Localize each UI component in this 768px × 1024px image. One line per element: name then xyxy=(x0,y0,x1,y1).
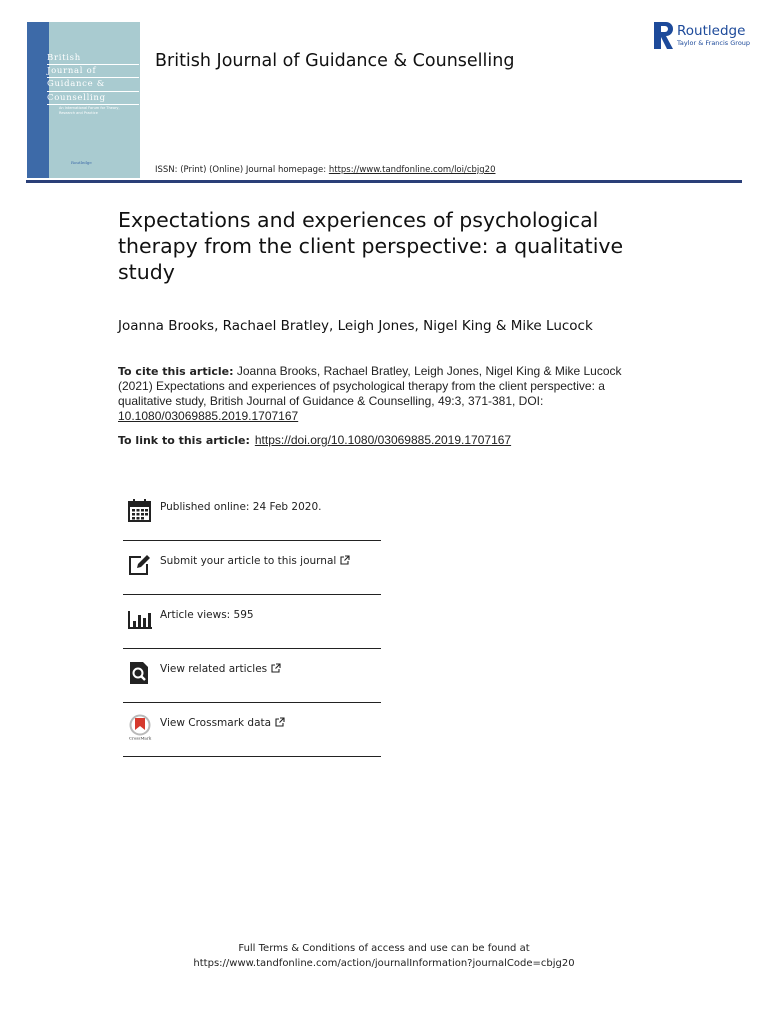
article-views-text: Article views: 595 xyxy=(160,609,254,621)
journal-cover-image xyxy=(27,22,140,178)
cover-title-line: Journal of xyxy=(47,65,139,78)
related-articles-link[interactable] xyxy=(160,663,281,675)
footer-line-1: Full Terms & Conditions of access and use can be found at xyxy=(238,943,530,954)
crossmark-text: View Crossmark data xyxy=(160,717,272,729)
journal-homepage-link[interactable]: https://www.tandfonline.com/loi/cbjg20 xyxy=(328,165,496,175)
crossmark-link[interactable] xyxy=(160,717,285,729)
issn-label: ISSN: (Print) (Online) Journal homepage: xyxy=(155,165,329,175)
related-articles-text: View related articles xyxy=(160,663,268,675)
header-rule xyxy=(26,180,742,183)
cover-title-line: Guidance & xyxy=(47,78,139,91)
cover-title-line: British xyxy=(47,52,139,65)
cite-label: To cite this article: xyxy=(118,365,234,378)
article-link-line xyxy=(118,433,511,447)
edit-icon xyxy=(127,552,153,578)
cite-doi-link[interactable]: 10.1080/03069885.2019.1707167 xyxy=(118,409,299,423)
bar-chart-icon xyxy=(127,606,153,632)
published-online-text: Published online: 24 Feb 2020. xyxy=(160,501,322,513)
external-link-icon xyxy=(275,717,285,727)
article-views-row xyxy=(123,595,381,649)
journal-title: British Journal of Guidance & Counselling xyxy=(155,51,515,71)
cover-publisher: Routledge xyxy=(71,160,92,165)
crossmark-row[interactable] xyxy=(123,703,381,757)
article-authors: Joanna Brooks, Rachael Bratley, Leigh Jones, Nigel King & Mike Lucock xyxy=(118,318,593,334)
publisher-group: Taylor & Francis Group xyxy=(677,39,751,47)
cite-text: Joanna Brooks, Rachael Bratley, Leigh Jones, Nigel King & Mike Lucock (2021) Expectations and experiences of psychological therapy from the client perspective: a qualitative study, British Journal of Guidance & Counselling, 49:3, 371-381, DOI: xyxy=(118,364,622,408)
cover-title xyxy=(47,52,139,105)
publisher-name: Routledge xyxy=(677,23,746,39)
published-online-row xyxy=(123,487,381,541)
footer-url[interactable]: https://www.tandfonline.com/action/journalInformation?journalCode=cbjg20 xyxy=(193,958,575,969)
external-link-icon xyxy=(340,555,350,565)
related-articles-row[interactable] xyxy=(123,649,381,703)
routledge-r-icon xyxy=(654,22,674,49)
cover-title-line: Counselling xyxy=(47,92,139,105)
routledge-logo xyxy=(652,22,751,50)
submit-article-text: Submit your article to this journal xyxy=(160,555,337,567)
crossmark-caption: CrossMark xyxy=(128,735,152,740)
crossmark-icon xyxy=(127,714,153,740)
magnifier-doc-icon xyxy=(127,660,153,686)
link-label: To link to this article: xyxy=(118,434,250,447)
submit-article-link[interactable] xyxy=(160,555,350,567)
cover-spine xyxy=(27,22,49,178)
calendar-icon xyxy=(127,498,153,524)
article-title: Expectations and experiences of psychological therapy from the client perspective: a qualitative study xyxy=(118,208,624,284)
citation-block xyxy=(118,364,638,424)
article-info-list xyxy=(123,487,381,757)
cover-subtitle: An International Forum for Theory, Research and Practice xyxy=(59,106,120,115)
submit-article-row[interactable] xyxy=(123,541,381,595)
footer-terms xyxy=(0,941,768,971)
article-doi-link[interactable]: https://doi.org/10.1080/03069885.2019.1707167 xyxy=(254,433,512,447)
external-link-icon xyxy=(271,663,281,673)
issn-line xyxy=(155,165,496,175)
